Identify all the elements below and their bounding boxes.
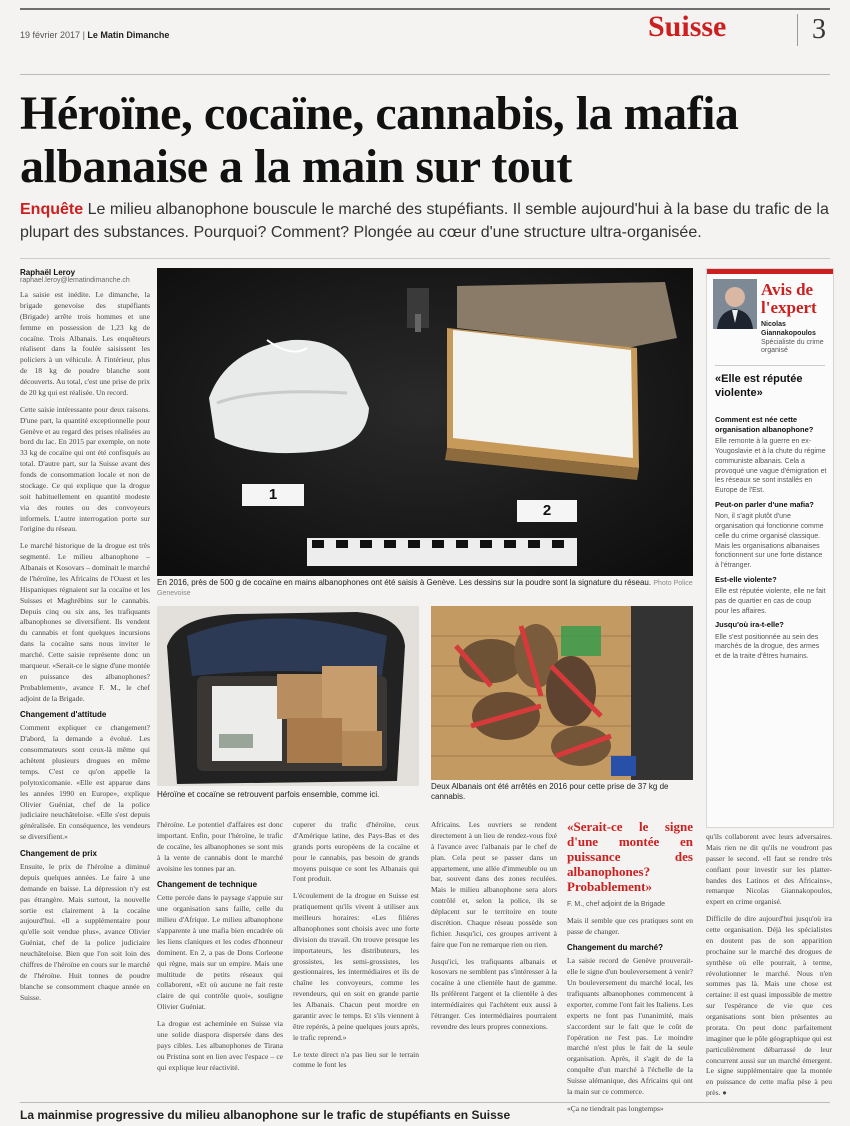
bag-photo [157, 606, 419, 786]
headline: Héroïne, cocaïne, cannabis, la mafia albanaise a la main sur tout [20, 87, 739, 193]
evidence-label-1: 1 [268, 486, 278, 503]
article-column-6 [706, 832, 832, 1100]
interview-question: Peut-on parler d'une mafia? [715, 500, 814, 510]
paragraph: Mais il semble que ces pratiques sont en passe de changer. [567, 915, 693, 936]
paper-name: Le Matin Dimanche [87, 30, 170, 40]
lead-rule [20, 258, 830, 259]
interview-answer: Elle est réputée violente, elle ne fait pas de quartier en cas de coup pour les affaires. [715, 588, 826, 615]
paragraph: Ensuite, le prix de l'héroïne a diminué depuis quelques années. Le faire à une demande en baisse. La dépression n'y est pas étrangère. Mais surtout, la nouvelle sortie est clairement à la cocaïne aujourd'hui. «Il a supplémentaire pour qu'elle soit vendue plus», avance Olivier Guéniat, chef de la police judiciaire neuchâteloise. Bien que l'on soit loin des chiffres de l'héroïne en cours sur le marché de l'héroïne. Huit tonnes de poudre blanche se consomment chaque année en Suisse. [20, 862, 150, 1002]
paragraph: Cette percée dans le paysage s'appuie sur une organisation sans faille, celle du milieu d'Afrique. Le milieu albanophone s'apparente à une mafia bien encadrée où les liens claniques et les codes d'honneur dominent. En 2, a pas de Dons Corleone qui règne, mais sur un empire. Mais une multitude de petits réseaux qui collaborent, «Et où aucune ne fait reste claire de qui contrôle quoi», souligne Olivier Guéniat. [157, 893, 283, 1012]
paragraph: Cette saisie intéressante pour deux raisons. D'une part, la quantité exceptionnelle pour Genève et au regard des prises réalisées au bord du lac. En 2015 par exemple, on note 33 kg de cocaïne qui ont été confisqués au total. D'autre part, sur la Suisse avant des fonds de consommation locale et non de stockage. Ce qui explique que la drogue soit habituellement en quantité modeste via des routes ou des convoyeurs informels. L'autre interrogation porte sur l'origine du réseau. [20, 404, 150, 534]
subheading: Changement d'attitude [20, 710, 107, 720]
paragraph: Jusqu'ici, les trafiquants albanais et kosovars ne semblent pas s'intéresser à la cocaïne à une clientèle haut de gamme. Ils préfèrent l'argent et la clientèle à des intermédiaires qui l'achètent eux aussi à l'étranger. Ces intermédiaires pourraient revendre des leurs propres connexions. [431, 956, 557, 1031]
expert-portrait [713, 279, 757, 329]
paragraph: l'héroïne. Le potentiel d'affaires est donc important. Enfin, pour l'héroïne, le trafic de cocaïne, les albanophones se sont mis à la vente de cannabis dont le marché avoisine les tonnes par an. [157, 820, 283, 873]
lead-kicker: Enquête [20, 201, 84, 218]
photo-credit: Photo Police Genevoise [157, 580, 693, 598]
cannabis-packs-image [431, 606, 693, 780]
issue-date-line [20, 30, 169, 40]
interview-question: Est-elle violente? [715, 574, 777, 584]
paragraph: «Ça ne tiendrait pas longtemps» [567, 1103, 664, 1113]
cocaine-seizure-image [157, 268, 693, 576]
main-photo-caption [157, 578, 693, 599]
article-column-4 [431, 820, 557, 1100]
article-column-2 [157, 820, 283, 1100]
lead-paragraph [20, 198, 830, 244]
footer-headline: La mainmise progressive du milieu albanophone sur le trafic de stupéfiants en Suisse [20, 1108, 511, 1122]
paragraph: Le marché historique de la drogue est très segmenté. Le milieu albanophone – Albanais et Kosovars – dominait le marché de l'héroïne, les Africains de l'Ouest et les Hispaniques régnaient sur la cocaïne et les Suisses et Maghrébins sur le cannabis. Depuis cinq ou six ans, les trafiquants albanophones se diversifient. Ils vendent du cannabis et font quelques incursions dans la cocaïne sans nous inviter le marché. Cette saisie représente donc un marqueur. «Serait-ce le signe d'une montée en puissance des albanophones? Probablement», avance F. M., le chef adjoint de la Brigade. [20, 541, 150, 703]
paragraph: cuperer du trafic d'héroïne, ceux d'Amérique latine, des Pays-Bas et des grands ports européens de la cocaïne et pour le cannabis, pas besoin de grands moyens puisque ce sont les Albanais qui l'ont produit. [293, 820, 419, 884]
article-column-3 [293, 820, 419, 1100]
article-column-5 [567, 819, 694, 1113]
paragraph: Difficile de dire aujourd'hui jusqu'où ira cette organisation. Déjà les spécialistes en doutent pas de son apparition prochaine sur le marché des drogues de synthèse où elle pourrait, à terme, révolutionner le marché. Nous n'en sommes pas là. Mais une chose est certaine: il est quasi impossible de mettre sur l'espérance de vie que ces organisations sont bien présentes au prorata. On peut donc parfaitement imaginer que le pôle géographique qui est particulièrement débarrassé de leur concurrent aussi sur un marché émergent. Le signe supplémentaire que la montée en puissance de cette mafia pèse à peu près. ● [706, 914, 832, 1098]
expert-quote: «Elle est réputée violente» [715, 373, 803, 399]
footer-rule [20, 1102, 830, 1103]
paragraph: Le texte direct n'a pas lieu sur le terrain comme le font les [293, 1049, 419, 1070]
bag-photo-caption: Héroïne et cocaïne se retrouvent parfois ensemble, comme ici. [157, 790, 380, 799]
interview-question: Comment est née cette organisation albanophone? [715, 415, 814, 435]
interview-answer: Elle remonte à la guerre en ex-Yougoslavie et à la chute du régime communiste albanais. Cela a provoqué une vague d'émigration et les réseaux se sont installés en Europe de l'Est. [715, 438, 827, 495]
expert-box-title: Avis de l'expert [761, 280, 817, 317]
paragraph: Comment expliquer ce changement? D'abord, la demande a évolué. Les consommateurs sont ceux-là même qui achètent plusieurs drogues en même temps. C'est ce qu'on appelle la polytoxicomanie. «Elle est apparue dans les années 1990 en Europe», explique Olivier Guéniat, chef de la police judiciaire neuchâteloise. «Elle s'est depuis généralisée. En conséquence, les vendeurs se diversifient.» [20, 723, 150, 842]
packs-photo-caption: Deux Albanais ont été arrêtés en 2016 pour cette prise de 37 kg de cannabis. [431, 782, 669, 802]
packs-photo [431, 606, 693, 780]
caption-text: En 2016, près de 500 g de cocaïne en mains albanophones ont été saisis à Genève. Les dessins sur la poudre sont la signature du réseau. [157, 578, 652, 587]
page-number: 3 [812, 14, 826, 45]
subheading: Changement du marché? [567, 943, 664, 953]
header-rule [20, 74, 830, 75]
pull-quote: «Serait-ce le signe d'une montée en puissance des albanophones? Probablement» [567, 819, 693, 894]
evidence-label-2: 2 [542, 502, 552, 519]
interview-answer: Elle s'est positionnée au sein des marchés de la drogue, des armes et de la traite d'êtres humains. [715, 633, 820, 661]
expert-sidebar [706, 268, 834, 828]
main-photo [157, 268, 693, 576]
sidebar-accent-bar [707, 269, 833, 274]
paragraph: qu'ils collaborent avec leurs adversaires. Mais rien ne dit qu'ils ne voudront pas passer le second. «Il faut se rendre très confiant pour investir sur les platter-bandes des Latinos et des Africains», remarque Nicolas Giannakopoulos, expert en crime organisé. [706, 832, 832, 907]
lead-text: Le milieu albanophone bouscule le marché des stupéfiants. Il semble aujourd'hui à la base du trafic de la plupart des substances. Pourquoi? Comment? Plongée au cœur d'une structure ultra-organisée. [20, 201, 829, 242]
expert-name-block [761, 321, 829, 356]
expert-name: Nicolas Giannakopoulos [761, 321, 816, 337]
paragraph: La saisie est inédite. Le dimanche, la brigade genevoise des stupéfiants (Brigade) arrête trois hommes et une femme en possession de 1,23 kg de cocaïne. Trois Albanais. Les enquêteurs réalisent dans la foulée saisissent les policiers à un véhicule. À l'intérieur, plus de 18 kg de poudre blanche sont découverts. Au total, c'est une prise de prix de 20 kg qui est réalisée. Un record. [20, 290, 150, 397]
interview-answer: Non, il s'agit plutôt d'une organisation qui fonctionne comme celle du crime organisé classique. Mais les organisations albanaises fonctionnent sur une forte distance à l'étranger. [715, 513, 824, 570]
byline-author: Raphaël Leroy [20, 268, 76, 277]
subheading: Changement de prix [20, 849, 97, 858]
expert-role: Spécialiste du crime organisé [761, 338, 824, 355]
paragraph: Africains. Les ouvriers se rendent directement à un lieu de rendez-vous fixé à l'avance avec l'albanais par le chef de plan. Cela peut se passer dans un appartement, une allée d'immeuble ou un bar, souvent dans des zones reculées. Mais le milieu albanophone sera alors contrôlé et, selon la police, ils se déplacent sur le territoire en toute discrétion. Chaque réseau possède son fichier. Jusqu'ici, ces groupes arrivent à faire que l'on ne remarque rien ou rien. [431, 820, 557, 949]
issue-date: 19 février 2017 [20, 30, 81, 40]
article-column-1 [20, 268, 150, 1002]
paragraph: La drogue est acheminée en Suisse via une solide diaspora dispersée dans des pays cibles. Les albanophones de Tirana ou Pristina sont en lien avec l'espace – ce qui explique leur réactivité. [157, 1019, 283, 1072]
paragraph: L'écoulement de la drogue en Suisse est pratiquement qu'ils vivent à utiliser aux meilleurs horaires: «Les filières albanophones sont choisis avec une forte division du travail. On trouve presque les importateurs, les distributeurs, les grossistes, les semi-grossistes, les gestionnaires, les intermédiaires et ils de chaîne les convoyeurs, comme les revendeurs, qui en soit en grande partie les Albanais. Chacun peut mordre en garantir avec le temps. Et s'ils viennent à être repérés, à peine quelques jours après, le trafic reprend.» [293, 891, 419, 1042]
paragraph: La saisie record de Genève prouverait-elle le signe d'un bouleversement à venir? Un bouleversement du marché local, les trafiquants albanophones commencent à exporter, comme l'ont fait les Italiens. Les experts ne font pas l'unanimité, mais s'accordent sur le fait que le coût de l'opération ne l'est pas. Le moindre marché n'est plus le fait de la seule organisation. Après, il s'agit de de la conquête d'un marché à l'échelle de la Suisse alémanique, des Africains qui ont la main sur ce commerce. [567, 956, 694, 1096]
subheading: Changement de technique [157, 880, 258, 890]
separator: | [82, 30, 85, 40]
section-title: Suisse [648, 10, 727, 43]
expert-interview [715, 411, 827, 666]
section-divider [797, 14, 798, 46]
pull-quote-attribution: F. M., chef adjoint de la Brigade [567, 900, 666, 908]
suitcase-drugs-image [157, 606, 419, 786]
sidebar-rule [715, 365, 825, 366]
interview-question: Jusqu'où ira-t-elle? [715, 620, 784, 630]
byline-email: raphael.leroy@lematindimanche.ch [20, 277, 130, 284]
